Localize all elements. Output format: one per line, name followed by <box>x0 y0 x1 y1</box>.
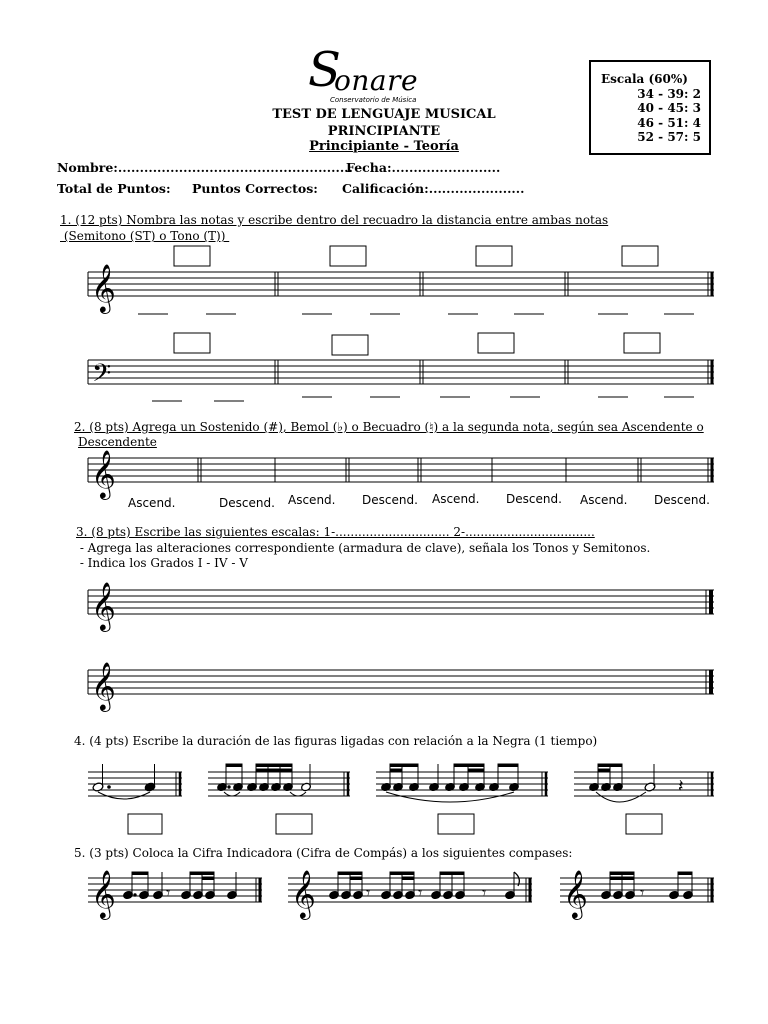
eighth-rest-icon: 𝄾 <box>640 883 645 902</box>
q1-bass-staff <box>88 360 714 384</box>
answer-box <box>174 246 210 266</box>
treble-clef-icon: 𝄞 <box>91 661 116 710</box>
q5-staves <box>88 878 714 902</box>
eighth-rest-icon: 𝄾 <box>482 883 487 902</box>
eighth-rest-icon: 𝄾 <box>166 883 171 902</box>
nombre-field[interactable]: Nombre:...................................................... <box>57 160 353 175</box>
q3-instruction: 3. (8 pts) Escribe las siguientes escalas: 1-.............................. 2-.................................. <box>76 525 595 539</box>
eighth-rest-icon: 𝄾 <box>418 883 423 902</box>
q1-instruction-cont: (Semitono (ST) o Tono (T)) <box>60 229 230 243</box>
answer-box <box>622 246 658 266</box>
scale-row: 52 - 57: 5 <box>637 130 701 144</box>
descend-label: Descend. <box>219 496 275 510</box>
answer-box <box>332 335 368 355</box>
treble-clef-icon: 𝄞 <box>91 581 116 630</box>
q2-instruction: 2. (8 pts) Agrega un Sostenido (#), Bemol (♭) o Becuadro (♮) a la segunda nota, según sea Ascendente o <box>74 420 704 434</box>
test-subtitle: Principiante - Teoría <box>309 139 459 154</box>
logo-word: onare <box>334 64 419 97</box>
note-name-blanks <box>152 397 694 401</box>
answer-box <box>128 814 162 834</box>
total-puntos-label: Total de Puntos: <box>57 181 171 196</box>
quarter-rest-icon: 𝄽 <box>678 776 684 797</box>
q5-instruction: 5. (3 pts) Coloca la Cifra Indicadora (Cifra de Compás) a los siguientes compases: <box>74 846 573 860</box>
scale-row: 46 - 51: 4 <box>637 115 701 130</box>
q2-instruction-cont: Descendente <box>78 435 157 449</box>
descend-label: Descend. <box>362 493 418 507</box>
answer-box <box>624 333 660 353</box>
eighth-rest-icon: 𝄾 <box>366 883 371 902</box>
q5-figures <box>123 872 694 900</box>
ascend-label: Ascend. <box>432 492 480 506</box>
answer-box <box>476 246 512 266</box>
treble-clef-icon: 𝄞 <box>91 263 116 312</box>
calificacion-field[interactable]: Calificación:...................... <box>342 181 525 196</box>
answer-box <box>276 814 312 834</box>
answer-box <box>478 333 514 353</box>
q1-treble-staff <box>88 272 714 296</box>
q1-instruction: 1. (12 pts) Nombra las notas y escribe dentro del recuadro la distancia entre ambas notas <box>60 213 609 227</box>
answer-box <box>330 246 366 266</box>
test-level: PRINCIPIANTE <box>327 124 441 139</box>
q4-instruction: 4. (4 pts) Escribe la duración de las figuras ligadas con relación a la Negra (1 tiempo) <box>74 734 598 748</box>
descend-label: Descend. <box>654 493 710 507</box>
q2-treble-staff <box>88 458 714 482</box>
descend-label: Descend. <box>506 492 562 506</box>
ascend-label: Ascend. <box>128 496 176 510</box>
ascend-label: Ascend. <box>580 493 628 507</box>
treble-clef-icon: 𝄞 <box>91 869 116 918</box>
scale-row: 34 - 39: 2 <box>637 86 701 101</box>
q3-staff-1 <box>88 590 714 614</box>
fecha-field[interactable]: Fecha:......................... <box>346 160 501 175</box>
treble-clef-icon: 𝄞 <box>563 869 588 918</box>
q3-note-2: - Indica los Grados I - IV - V <box>76 556 248 570</box>
scale-row: 40 - 45: 3 <box>637 101 701 115</box>
answer-box <box>174 333 210 353</box>
treble-clef-icon: 𝄞 <box>91 449 116 498</box>
bass-clef-icon: 𝄢 <box>92 359 112 394</box>
puntos-correctos-label: Puntos Correctos: <box>192 181 318 196</box>
q3-staff-2 <box>88 670 714 694</box>
logo-tagline: Conservatorio de Música <box>330 96 417 104</box>
logo-initial: S <box>308 42 341 98</box>
answer-box <box>626 814 662 834</box>
answer-box <box>438 814 474 834</box>
treble-clef-icon: 𝄞 <box>291 869 316 918</box>
scale-heading: Escala (60%) <box>601 72 688 86</box>
ascend-label: Ascend. <box>288 493 336 507</box>
q3-note-1: - Agrega las alteraciones correspondiente (armadura de clave), señala los Tonos y Semitonos. <box>76 541 651 555</box>
test-title: TEST DE LENGUAJE MUSICAL <box>272 107 496 122</box>
